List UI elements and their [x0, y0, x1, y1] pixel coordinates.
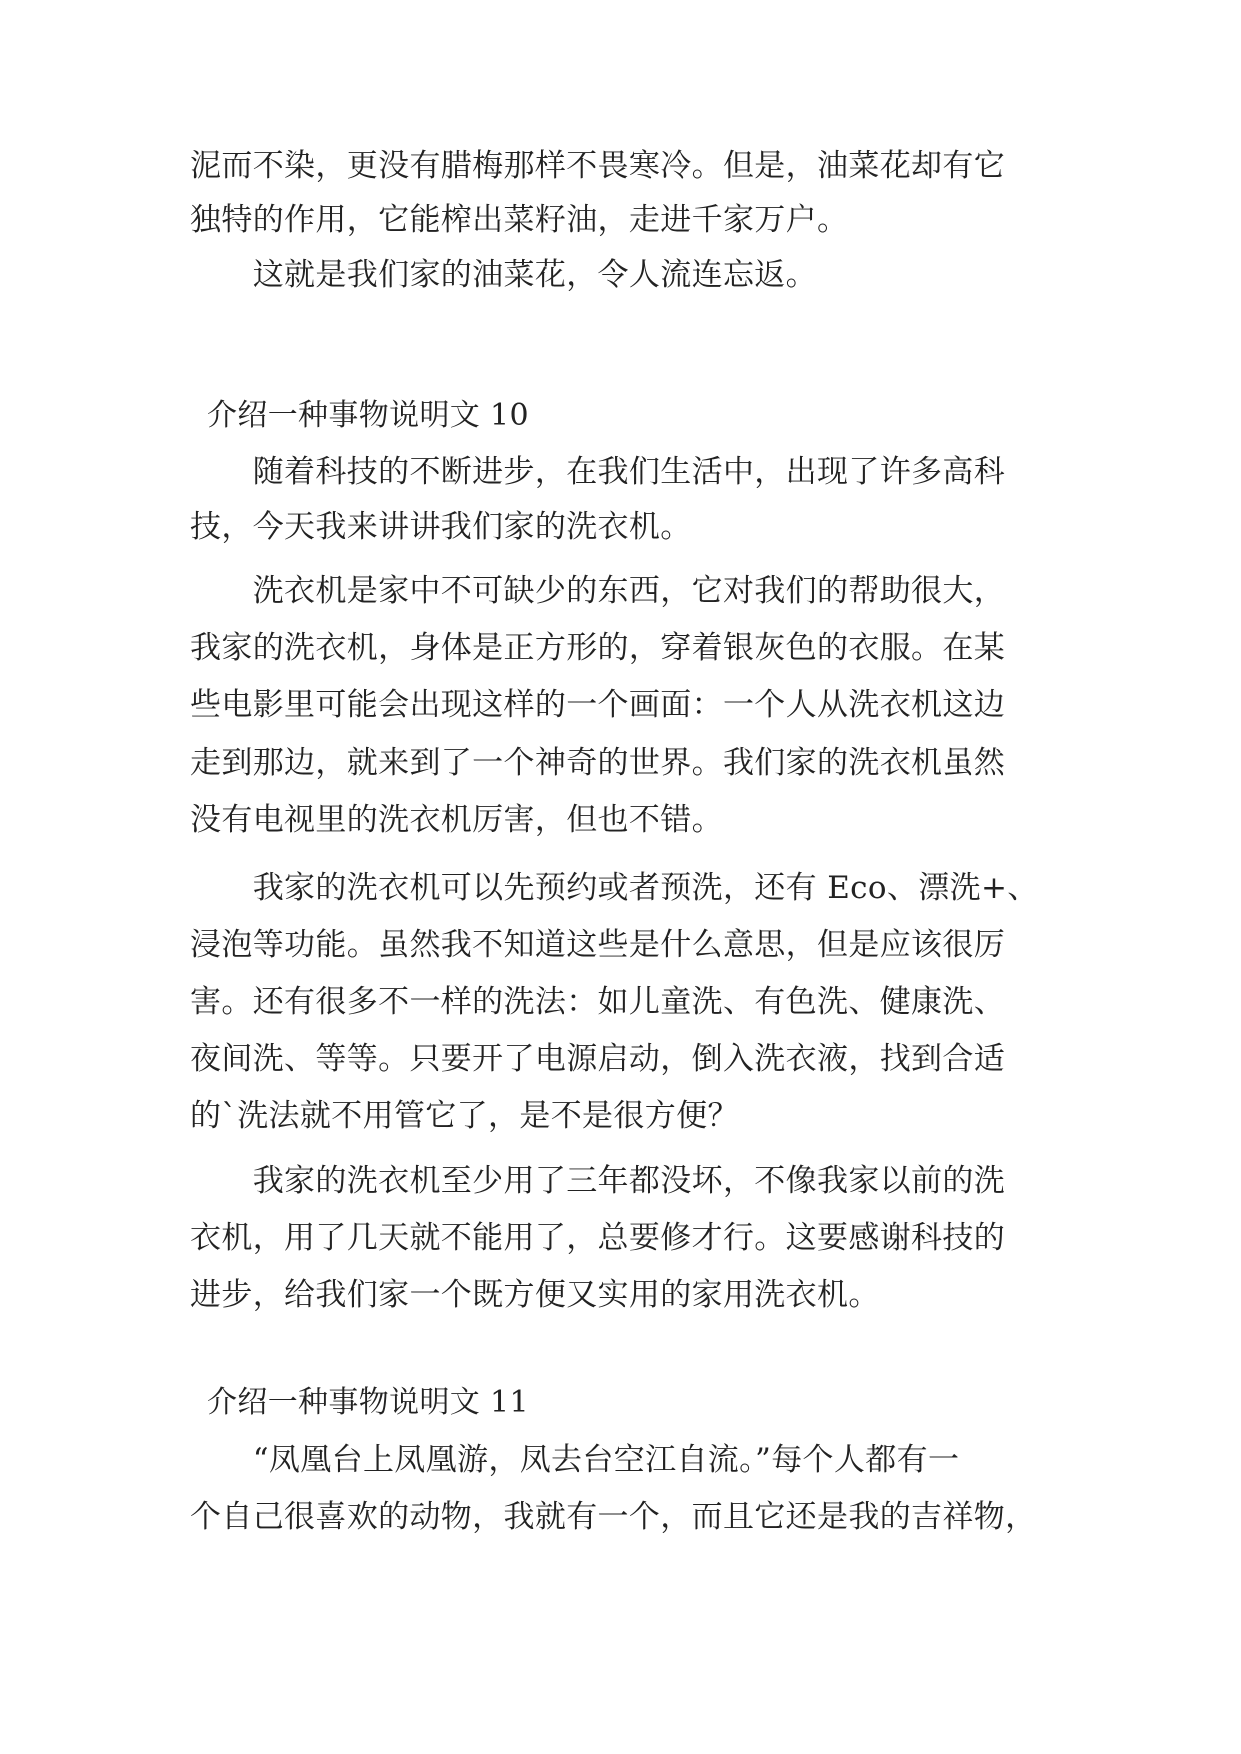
paragraph-line: 洗衣机是家中不可缺少的东西，它对我们的帮助很大，	[190, 573, 1006, 609]
paragraph-line: 夜间洗、等等。只要开了电源启动，倒入洗衣液，找到合适	[190, 1041, 1006, 1077]
paragraph-line: 没有电视里的洗衣机厉害，但也不错。	[190, 802, 723, 838]
paragraph-line: 害。还有很多不一样的洗法：如儿童洗、有色洗、健康洗、	[190, 984, 1006, 1020]
paragraph-line: 浸泡等功能。虽然我不知道这些是什么意思，但是应该很厉	[190, 927, 1006, 963]
paragraph-line: 我家的洗衣机，身体是正方形的，穿着银灰色的衣服。在某	[190, 630, 1006, 666]
paragraph-line: 泥而不染，更没有腊梅那样不畏寒冷。但是，油菜花却有它	[190, 148, 1006, 184]
paragraph-line: 我家的洗衣机至少用了三年都没坏，不像我家以前的洗	[190, 1163, 1006, 1199]
section-heading: 介绍一种事物说明文 11	[207, 1385, 529, 1420]
section-heading: 介绍一种事物说明文 10	[207, 398, 529, 433]
paragraph-line: “凤凰台上凤凰游，凤去台空江自流。”每个人都有一	[190, 1442, 960, 1478]
paragraph-line: 我家的洗衣机可以先预约或者预洗，还有 Eco、漂洗+、	[190, 870, 1039, 906]
paragraph-line: 独特的作用，它能榨出菜籽油，走进千家万户。	[190, 202, 849, 238]
paragraph-line: 技，今天我来讲讲我们家的洗衣机。	[190, 509, 692, 545]
paragraph-line: 的`洗法就不用管它了，是不是很方便？	[190, 1098, 739, 1134]
paragraph-line: 些电影里可能会出现这样的一个画面：一个人从洗衣机这边	[190, 687, 1006, 723]
paragraph-line: 衣机，用了几天就不能用了，总要修才行。这要感谢科技的	[190, 1220, 1006, 1256]
paragraph-line: 个自己很喜欢的动物，我就有一个，而且它还是我的吉祥物，	[190, 1499, 1037, 1535]
paragraph-line: 进步，给我们家一个既方便又实用的家用洗衣机。	[190, 1277, 880, 1313]
paragraph-line: 随着科技的不断进步，在我们生活中，出现了许多高科	[190, 454, 1006, 490]
paragraph-line: 走到那边，就来到了一个神奇的世界。我们家的洗衣机虽然	[190, 745, 1006, 781]
paragraph-line: 这就是我们家的油菜花，令人流连忘返。	[190, 257, 817, 293]
